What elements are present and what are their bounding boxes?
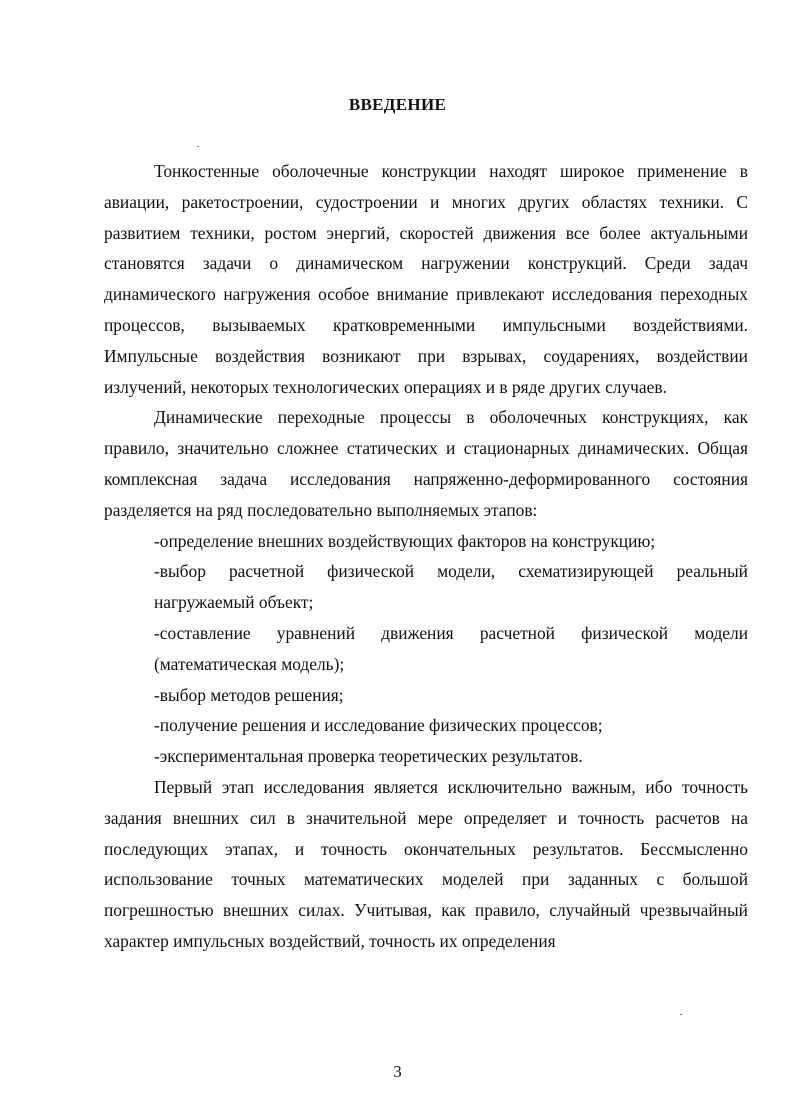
list-item: -выбор методов решения; [154, 684, 344, 705]
scan-speck [680, 1014, 682, 1015]
list-item: -составление уравнений движения расчетной физической модели (математическая модель); [154, 622, 748, 674]
list-item: -определение внешних воздействующих факторов на конструкцию; [154, 530, 656, 551]
list-item: -выбор расчетной физической модели, схематизирующей реальный нагружаемый объект; [154, 561, 748, 613]
paragraph-intro: Тонкостенные оболочечные конструкции находят широкое применение в авиации, ракетостроении, судостроении и многих других областях техники. С развитием техники, ростом энергий, скоростей движения все более актуальными становятся задачи о динамическом нагружении конструкций. Среди задач динамического нагружения особое внимание привлекают исследования переходных процессов, вызываемых кратковременными импульсными воздействиями. Импульсные воздействия возникают при взрывах, соударениях, воздействии излучений, некоторых технологических операциях и в ряде других случаев. [104, 161, 748, 397]
body-text [104, 156, 748, 957]
paragraph-dynamics: Динамические переходные процессы в оболочечных конструкциях, как правило, значительно сложнее статических и стационарных динамических. Общая комплексная задача исследования напряженно-деформированного состояния разделяется на ряд последовательно выполняемых этапов: [104, 407, 748, 520]
paragraph-first-stage: Первый этап исследования является исключительно важным, ибо точность задания внешних сил в значительной мере определяет и точность расчетов на последующих этапах, и точность окончательных результатов. Бессмысленно использование точных математических моделей при заданных с большой погрешностью внешних силах. Учитывая, как правило, случайный чрезвычайный характер импульсных воздействий, точность их определения [104, 776, 748, 951]
list-item: -получение решения и исследование физических процессов; [154, 715, 603, 736]
scan-speck [197, 146, 199, 147]
list-item: -экспериментальная проверка теоретических результатов. [154, 746, 583, 767]
page-title: ВВЕДЕНИЕ [348, 95, 447, 114]
page-number: 3 [393, 1062, 402, 1081]
